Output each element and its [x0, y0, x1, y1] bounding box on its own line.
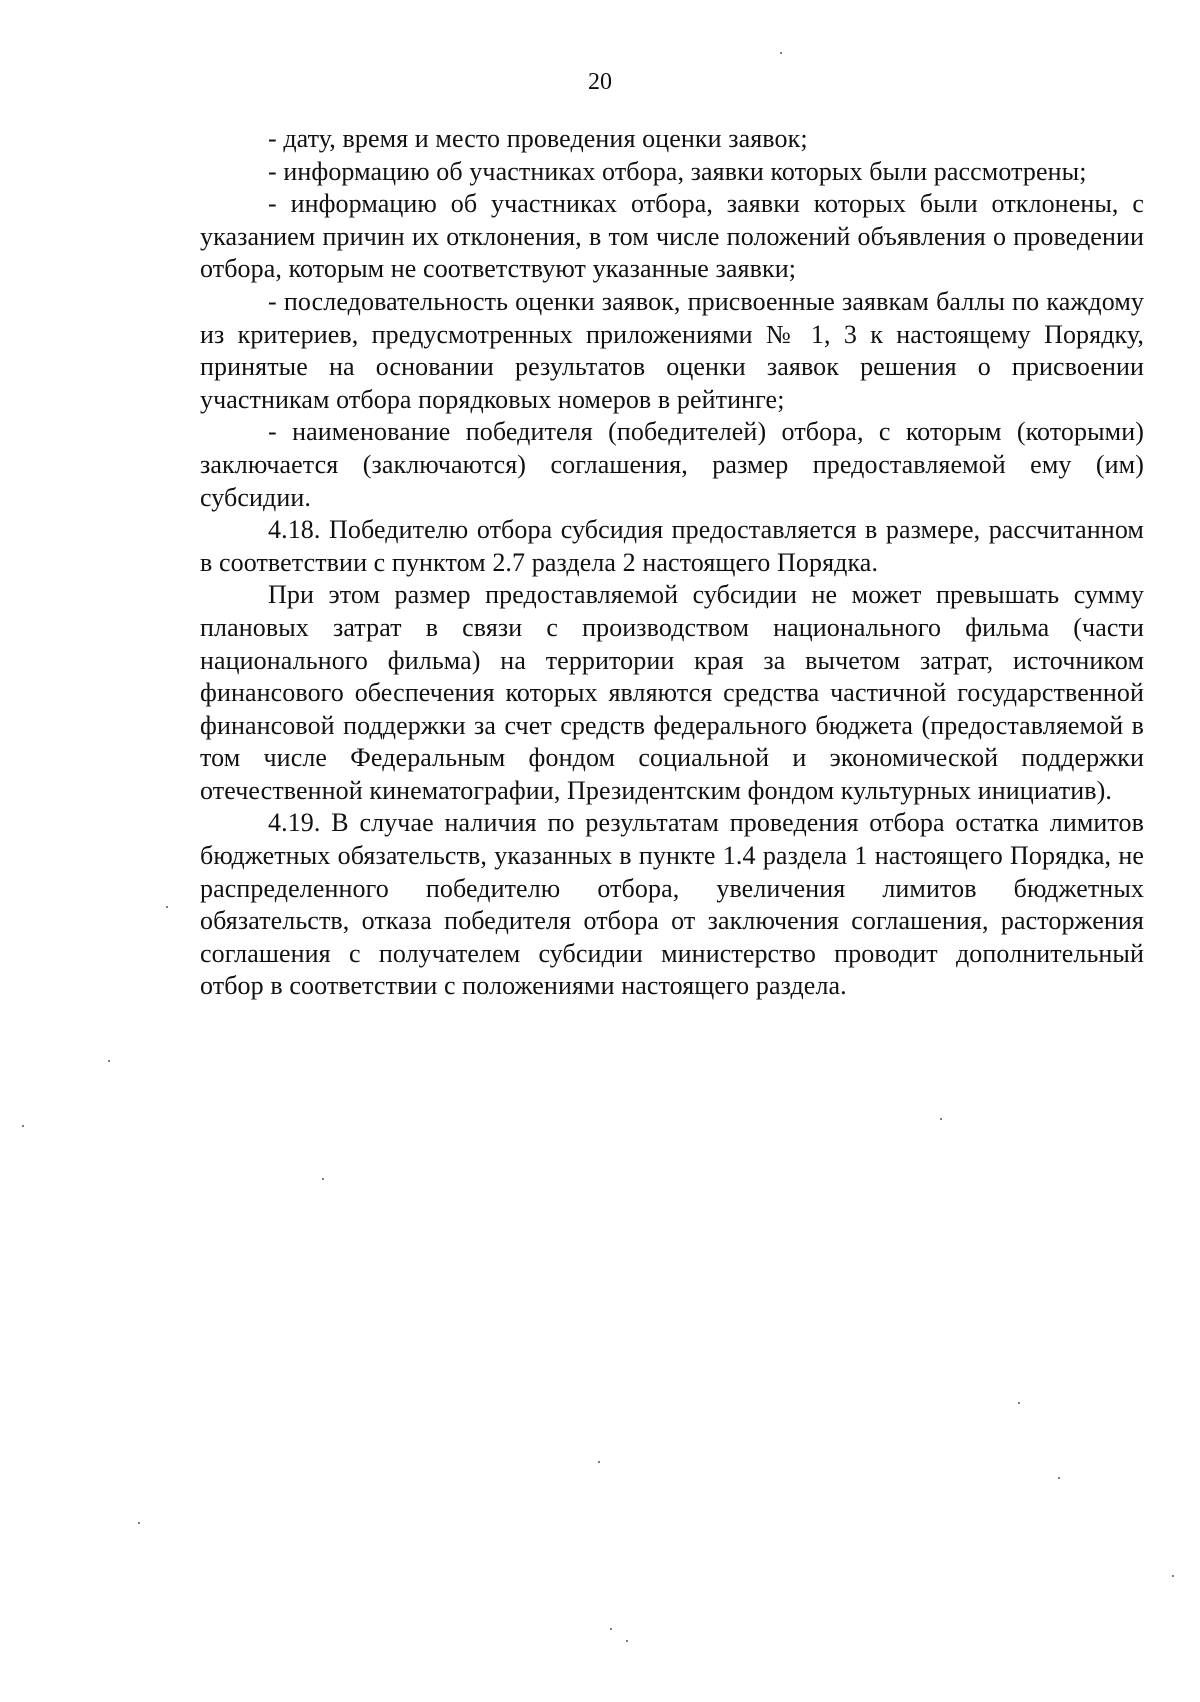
- paragraph-list-item-sequence: - последовательность оценки заявок, присвоенные заявкам баллы по каждому из критериев, предусмотренных приложениями № 1, 3 к настоящему Порядку, принятые на основании результатов оценки заявок решения о присвоении участникам отбора порядковых номеров в рейтинге;: [200, 286, 1144, 414]
- paragraph-subsidy-limit: При этом размер предоставляемой субсидии не может превышать сумму плановых затрат в связи с производством национального фильма (части национального фильма) на территории края за вычетом затрат, источником финансового обеспечения которых являются средства частичной государственной финансовой поддержки за счет средств федерального бюджета (предоставляемой в том числе Федеральным фондом социальной и экономической поддержки отечественной кинематографии, Президентским фондом культурных инициатив).: [200, 580, 1144, 805]
- scan-speck: [626, 1640, 628, 1642]
- scan-speck: [1172, 1575, 1174, 1577]
- scan-speck: [138, 1522, 140, 1524]
- scan-speck: [940, 1118, 942, 1120]
- scan-speck: [108, 1060, 110, 1062]
- paragraph-4-19: 4.19. В случае наличия по результатам проведения отбора остатка лимитов бюджетных обязательств, указанных в пункте 1.4 раздела 1 настоящего Порядка, не распределенного победителю отбора, увеличения лимитов бюджетных обязательств, отказа победителя отбора от заключения соглашения, расторжения соглашения с получателем субсидии министерство проводит дополнительный отбор в соответствии с положениями настоящего раздела.: [200, 808, 1144, 1001]
- page-number: 20: [588, 69, 612, 95]
- paragraph-4-18: 4.18. Победителю отбора субсидия предоставляется в размере, рассчитанном в соответствии с пунктом 2.7 раздела 2 настоящего Порядка.: [200, 515, 1144, 577]
- document-body: [200, 123, 1144, 1003]
- scan-speck: [1018, 1402, 1020, 1404]
- paragraph-list-item-winner: - наименование победителя (победителей) отбора, с которым (которыми) заключается (заключаются) соглашения, размер предоставляемой ему (им) субсидии.: [200, 417, 1144, 512]
- scan-speck: [322, 1178, 324, 1180]
- scan-speck: [610, 1628, 612, 1630]
- paragraph-list-item-reviewed: - информацию об участниках отбора, заявки которых были рассмотрены;: [268, 156, 1087, 186]
- scan-speck: [780, 52, 782, 54]
- scan-speck: [598, 1461, 600, 1463]
- scan-speck: [1058, 1477, 1060, 1479]
- paragraph-list-item-rejected: - информацию об участниках отбора, заявки которых были отклонены, с указанием причин их отклонения, в том числе положений объявления о проведении отбора, которым не соответствуют указанные заявки;: [200, 189, 1144, 284]
- scan-speck: [166, 906, 168, 908]
- paragraph-list-item-date: - дату, время и место проведения оценки заявок;: [268, 124, 808, 153]
- scan-speck: [22, 1125, 24, 1127]
